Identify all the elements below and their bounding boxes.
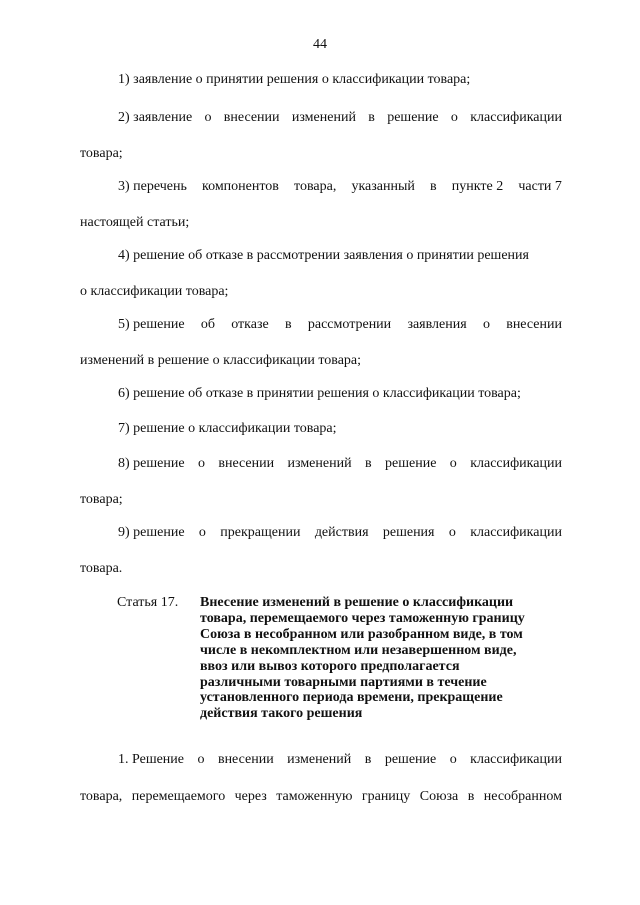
word: внесении xyxy=(217,752,274,767)
article-label: Статья 17. xyxy=(117,595,179,610)
paragraph-line xyxy=(118,752,562,768)
word: об xyxy=(200,317,215,332)
word: 2) заявление xyxy=(118,110,193,125)
word: несобранном xyxy=(483,789,562,804)
word: в xyxy=(368,110,375,125)
word: в xyxy=(284,317,292,332)
article-title-line: установленного периода времени, прекращение xyxy=(200,690,503,706)
word: о xyxy=(197,456,205,471)
word: пункте 2 xyxy=(451,179,504,194)
article-title-line: различными товарными партиями в течение xyxy=(200,674,487,690)
word: классификации xyxy=(470,456,562,471)
article-title-line: действия такого решения xyxy=(200,706,363,722)
article-title-line: Внесение изменений в решение о классификации xyxy=(200,595,514,610)
word: внесении xyxy=(218,456,275,471)
word: решения xyxy=(382,525,435,540)
word: перемещаемого xyxy=(131,789,226,804)
word: о xyxy=(198,525,206,540)
list-item-line xyxy=(118,456,562,472)
list-item-line: 1) заявление о принятии решения о классификации товара; xyxy=(118,72,471,87)
list-item-line xyxy=(118,525,562,541)
word: прекращении xyxy=(220,525,301,540)
word: о xyxy=(204,110,212,125)
word: рассмотрении xyxy=(307,317,392,332)
word: границу xyxy=(361,789,411,804)
word: изменений xyxy=(287,752,352,767)
word: изменений xyxy=(287,456,352,471)
word: заявления xyxy=(407,317,467,332)
word: 8) решение xyxy=(118,456,185,471)
list-item-line xyxy=(118,179,562,195)
word: в xyxy=(430,179,437,194)
list-item-line xyxy=(118,110,562,126)
article-title-line: товара, перемещаемого через таможенную границу xyxy=(200,610,525,626)
word: товара, xyxy=(294,179,337,194)
paragraph-line xyxy=(80,789,562,805)
word: Союза xyxy=(419,789,459,804)
article-title-line: числе в некомплектном или незавершенном виде, xyxy=(200,642,517,658)
word: решение xyxy=(384,752,437,767)
word: решение xyxy=(387,110,439,125)
word: указанный xyxy=(351,179,415,194)
list-item-line: 4) решение об отказе в рассмотрении заявления о принятии решения xyxy=(118,248,529,263)
word: 5) решение xyxy=(118,317,185,332)
word: части 7 xyxy=(518,179,562,194)
word: о xyxy=(449,752,457,767)
list-item-line: 7) решение о классификации товара; xyxy=(118,421,337,436)
word: классификации xyxy=(470,752,562,767)
word: компонентов xyxy=(202,179,279,194)
word: о xyxy=(449,456,457,471)
list-item-continuation: товара; xyxy=(80,146,123,161)
list-item-continuation: о классификации товара; xyxy=(80,284,229,299)
word: внесении xyxy=(506,317,562,332)
page-number: 44 xyxy=(313,37,327,52)
article-title-line: Союза в несобранном или разобранном виде, в том xyxy=(200,626,523,642)
list-item-continuation: товара. xyxy=(80,561,123,576)
word: через xyxy=(234,789,267,804)
word: 3) перечень xyxy=(118,179,187,194)
article-title xyxy=(200,595,560,722)
word: решение xyxy=(385,456,437,471)
word: классификации xyxy=(470,110,562,125)
list-item-continuation: настоящей статьи; xyxy=(80,215,190,230)
list-item-line: 6) решение об отказе в принятии решения о классификации товара; xyxy=(118,386,521,401)
list-item-continuation: товара; xyxy=(80,492,123,507)
list-item-continuation: изменений в решение о классификации товара; xyxy=(80,353,362,368)
word: изменений xyxy=(291,110,356,125)
word: отказе xyxy=(231,317,269,332)
word: товара, xyxy=(80,789,123,804)
word: таможенную xyxy=(276,789,353,804)
word: о xyxy=(450,110,458,125)
word: о xyxy=(197,752,205,767)
word: классификации xyxy=(470,525,562,540)
article-title-line: ввоз или вывоз которого предполагается xyxy=(200,658,460,674)
word: действия xyxy=(314,525,369,540)
word: 1. Решение xyxy=(118,752,185,767)
word: в xyxy=(467,789,475,804)
word: в xyxy=(364,752,372,767)
word: о xyxy=(482,317,490,332)
word: о xyxy=(448,525,456,540)
list-item-line xyxy=(118,317,562,333)
word: 9) решение xyxy=(118,525,185,540)
word: внесении xyxy=(223,110,280,125)
word: в xyxy=(364,456,372,471)
